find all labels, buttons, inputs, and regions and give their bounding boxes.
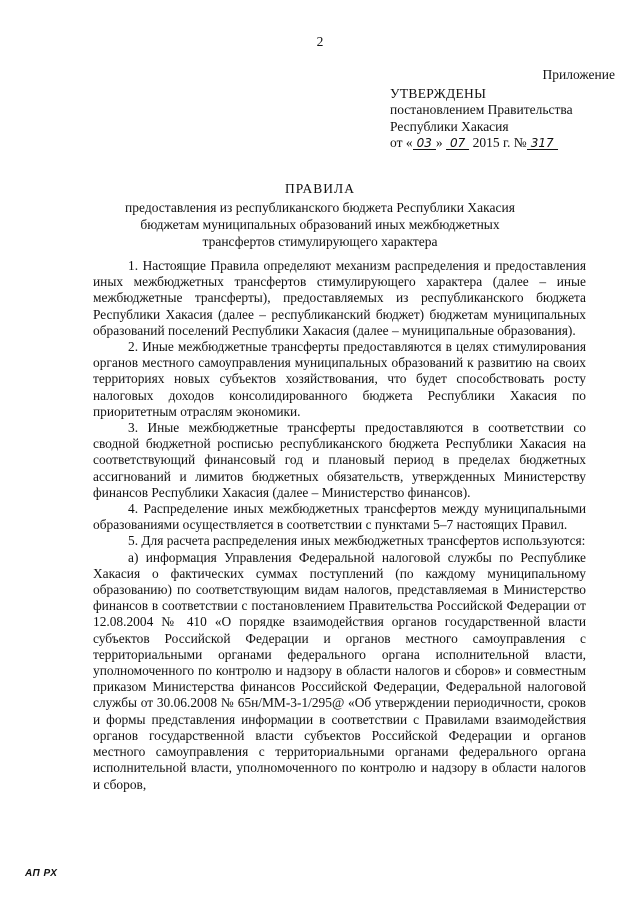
handwritten-number: 317 [527,137,558,150]
approval-line-2: Республики Хакасия [390,118,509,134]
date-prefix: от « [390,135,413,150]
approval-line-1: постановлением Правительства [390,102,573,117]
paragraph-1: 1. Настоящие Правила определяют механизм распределения и предоставления иных межбюджетных трансфертов стимулирующего характера (далее – иные межбюджетные трансферты), предоставляемых из республиканского бюджета Республики Хакасия (далее – республиканский бюджет) бюджетам муниципальных образований поселений Республики Хакасия (далее – муниципальные образования). [93,258,586,338]
paragraph-5: 5. Для расчета распределения иных межбюджетных трансфертов используются: [128,533,586,549]
annex-label: Приложение [542,67,615,82]
title-line-1: предоставления из республиканского бюджета Республики Хакасия [125,200,515,215]
paragraph-4: 4. Распределение иных межбюджетных трансфертов между муниципальными образованиями осуществляется в соответствии с пунктами 5–7 настоящих Правил. [93,501,586,533]
approval-date-line [390,135,615,152]
approval-stamp [390,67,615,152]
handwritten-month: 07 [446,137,469,150]
year-part: 2015 г. № [472,135,527,150]
title-line-2: бюджетам муниципальных образований иных межбюджетных [140,217,500,232]
title-main: ПРАВИЛА [285,181,355,196]
handwritten-day: 03 [413,137,436,150]
document-title [0,180,640,250]
paragraph-2: 2. Иные межбюджетные трансферты предоставляются в целях стимулирования органов местного самоуправления муниципальных образований к развитию на своих территориях новых субъектов хозяйствования, что будет способствовать росту налоговых доходов консолидированного бюджета Республики Хакасия по приоритетным отраслям экономики. [93,339,586,419]
page-number: 2 [316,34,324,49]
archive-stamp-mark: АП РХ [25,868,58,879]
title-line-3: трансфертов стимулирующего характера [202,234,438,249]
document-body [93,258,586,793]
paragraph-3: 3. Иные межбюджетные трансферты предоставляются в соответствии со сводной бюджетной росписью республиканского бюджета Республики Хакасия на соответствующий финансовый год и плановый период в пределах бюджетных ассигнований и лимитов бюджетных обязательств, утвержденных Министерству финансов Республики Хакасия (далее – Министерство финансов). [93,420,586,500]
date-mid: » [435,135,443,150]
paragraph-5a: а) информация Управления Федеральной налоговой службы по Республике Хакасия о фактических суммах поступлений (по каждому муниципальному образованию) по соответствующим видам налогов, представляемая в Министерство финансов в соответствии с постановлением Правительства Российской Федерации от 12.08.2004 № 410 «О порядке взаимодействия органов государственной власти субъектов Российской Федерации и органов местного самоуправления с территориальными органами федерального органа исполнительной власти, уполномоченного по контролю и надзору в области налогов и сборов» и совместным приказом Министерства финансов Российской Федерации, Федеральной налоговой службы от 30.06.2008 № 65н/ММ-3-1/295@ «Об утверждении периодичности, сроков и формы представления информации в соответствии с Правилами взаимодействия органов государственной власти субъектов Российской Федерации и органов местного самоуправления с территориальными органами федерального органа исполнительной власти, уполномоченного по контролю и надзору в области налогов и сборов, [93,549,586,792]
approved-label: УТВЕРЖДЕНЫ [390,85,487,101]
